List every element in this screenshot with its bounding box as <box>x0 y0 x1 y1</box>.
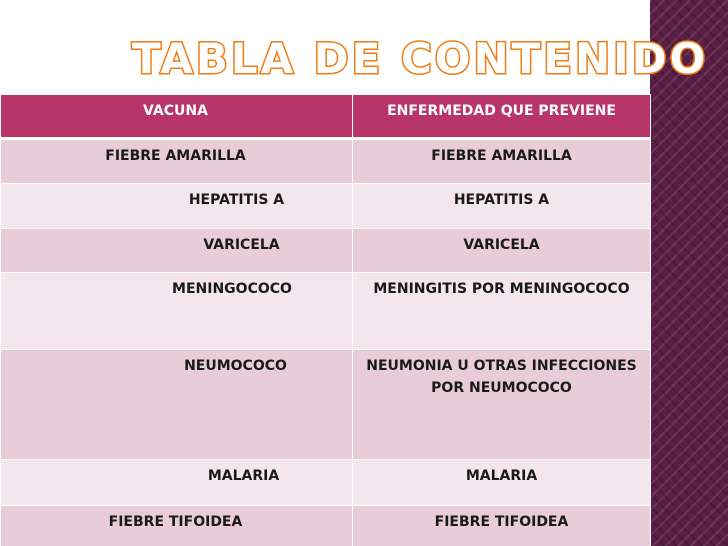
column-header-disease: ENFERMEDAD QUE PREVIENE <box>353 95 651 139</box>
vaccine-cell: FIEBRE AMARILLA <box>1 139 353 184</box>
vaccine-cell: MENINGOCOCO <box>1 273 353 350</box>
disease-cell: MENINGITIS POR MENINGOCOCO <box>353 273 651 350</box>
vaccine-table <box>0 94 651 546</box>
table-row <box>1 139 651 184</box>
table-row <box>1 273 651 350</box>
disease-cell: HEPATITIS A <box>353 184 651 229</box>
vaccine-cell: MALARIA <box>1 460 353 506</box>
vaccine-cell: NEUMOCOCO <box>1 350 353 460</box>
table-row <box>1 460 651 506</box>
disease-cell: FIEBRE TIFOIDEA <box>353 506 651 546</box>
table-row <box>1 184 651 229</box>
column-header-vaccine: VACUNA <box>1 95 353 139</box>
disease-cell: FIEBRE AMARILLA <box>353 139 651 184</box>
disease-cell: VARICELA <box>353 229 651 273</box>
slide-title: TABLA DE CONTENIDO <box>132 34 709 83</box>
vaccine-cell: HEPATITIS A <box>1 184 353 229</box>
table-header-row <box>1 95 651 139</box>
table-row <box>1 229 651 273</box>
vaccine-cell: VARICELA <box>1 229 353 273</box>
vaccine-cell: FIEBRE TIFOIDEA <box>1 506 353 546</box>
table-row <box>1 350 651 460</box>
disease-cell: MALARIA <box>353 460 651 506</box>
disease-cell: NEUMONIA U OTRAS INFECCIONES POR NEUMOCOCO <box>353 350 651 460</box>
table-row <box>1 506 651 546</box>
